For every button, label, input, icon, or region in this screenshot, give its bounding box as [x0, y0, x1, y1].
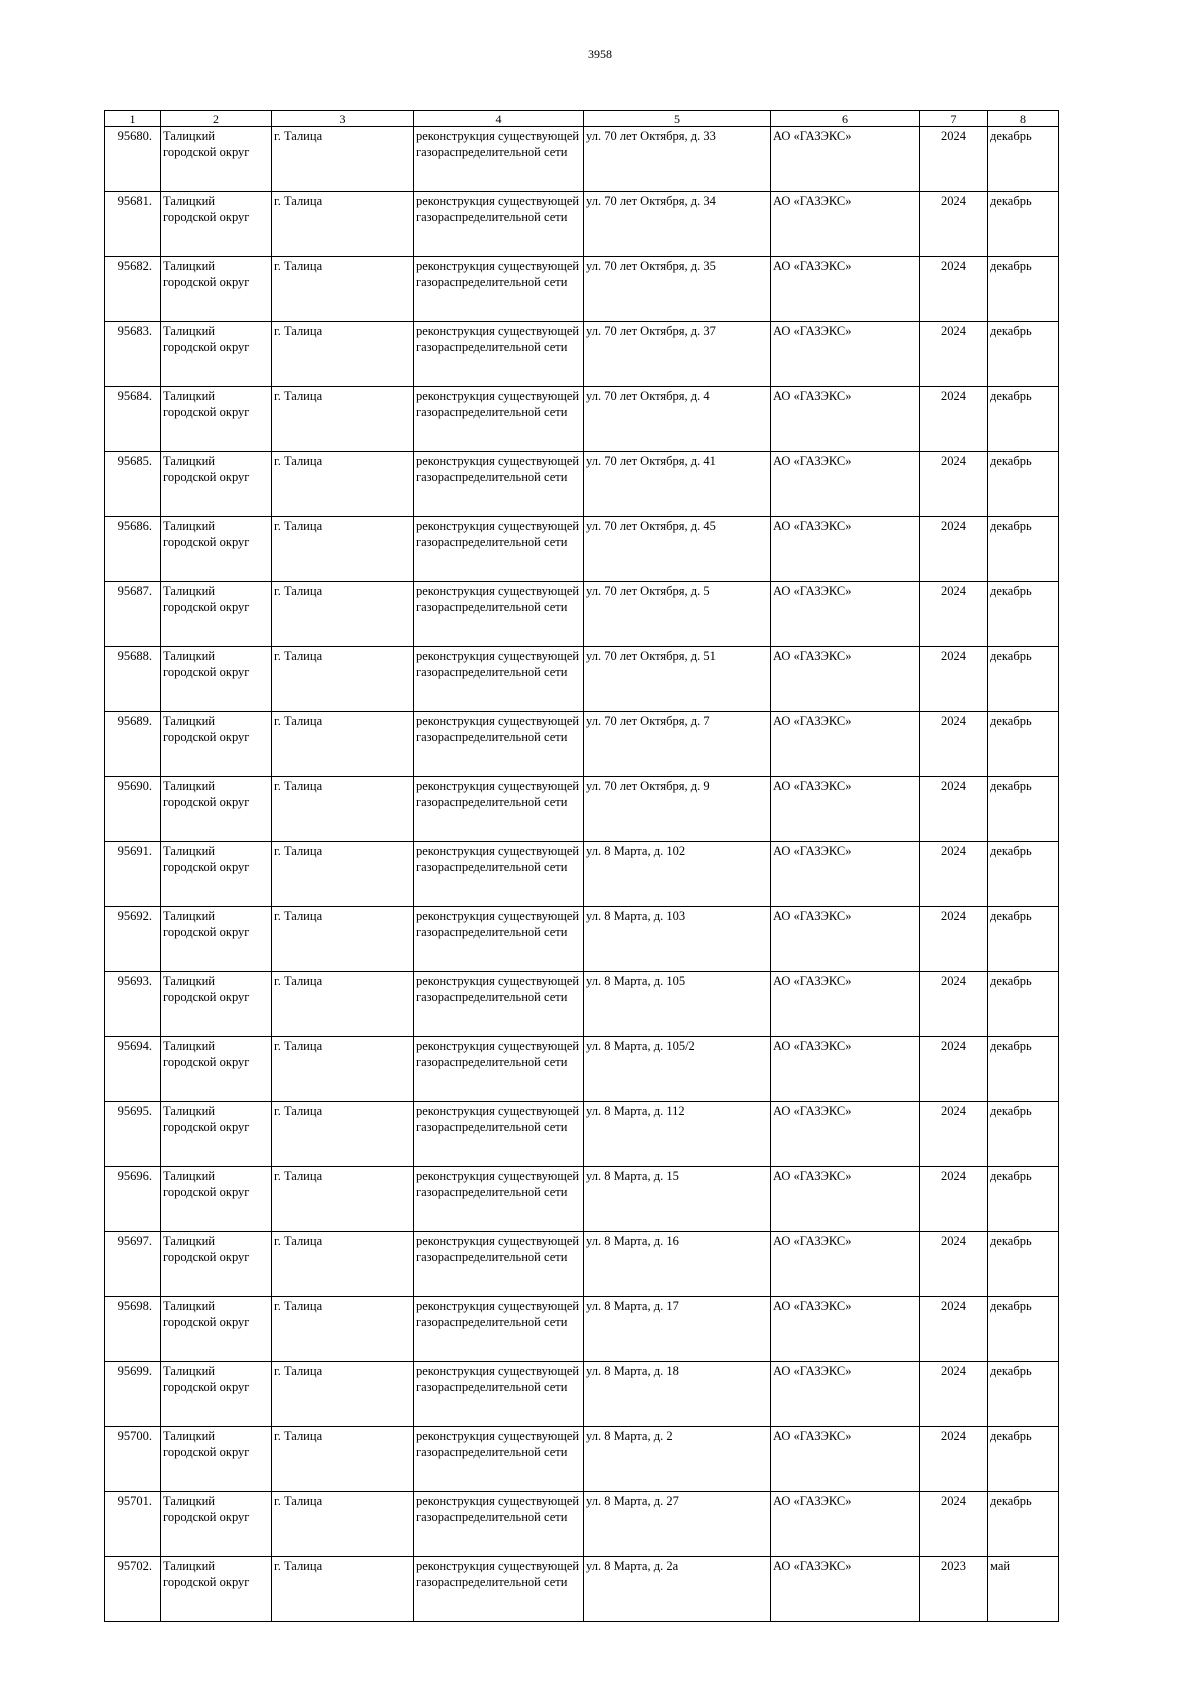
district-cell: Талицкий городской округ	[161, 582, 272, 647]
address-cell: ул. 70 лет Октября, д. 33	[584, 127, 771, 192]
work-type-cell: реконструкция существующей газораспределительной сети	[414, 777, 584, 842]
year-cell: 2024	[920, 1037, 988, 1102]
work-type-cell: реконструкция существующей газораспределительной сети	[414, 517, 584, 582]
address-cell: ул. 70 лет Октября, д. 45	[584, 517, 771, 582]
organization-cell: АО «ГАЗЭКС»	[771, 1167, 920, 1232]
locality-cell: г. Талица	[272, 127, 414, 192]
table-row	[105, 1297, 1059, 1362]
district-cell: Талицкий городской округ	[161, 1557, 272, 1622]
address-cell: ул. 8 Марта, д. 105/2	[584, 1037, 771, 1102]
address-cell: ул. 8 Марта, д. 102	[584, 842, 771, 907]
row-number-cell: 95680.	[105, 127, 161, 192]
address-cell: ул. 8 Марта, д. 105	[584, 972, 771, 1037]
address-cell: ул. 8 Марта, д. 16	[584, 1232, 771, 1297]
table-row	[105, 192, 1059, 257]
district-cell: Талицкий городской округ	[161, 972, 272, 1037]
column-header: 1	[105, 111, 161, 127]
row-number-cell: 95693.	[105, 972, 161, 1037]
organization-cell: АО «ГАЗЭКС»	[771, 777, 920, 842]
year-cell: 2024	[920, 387, 988, 452]
address-cell: ул. 8 Марта, д. 112	[584, 1102, 771, 1167]
work-type-cell: реконструкция существующей газораспределительной сети	[414, 1557, 584, 1622]
year-cell: 2024	[920, 1232, 988, 1297]
organization-cell: АО «ГАЗЭКС»	[771, 127, 920, 192]
row-number-cell: 95687.	[105, 582, 161, 647]
work-type-cell: реконструкция существующей газораспределительной сети	[414, 1232, 584, 1297]
locality-cell: г. Талица	[272, 452, 414, 517]
month-cell: декабрь	[988, 842, 1059, 907]
table-row	[105, 1037, 1059, 1102]
month-cell: декабрь	[988, 452, 1059, 517]
table-row	[105, 1362, 1059, 1427]
district-cell: Талицкий городской округ	[161, 647, 272, 712]
locality-cell: г. Талица	[272, 387, 414, 452]
row-number-cell: 95692.	[105, 907, 161, 972]
page-number: 3958	[588, 47, 612, 61]
year-cell: 2023	[920, 1557, 988, 1622]
address-cell: ул. 70 лет Октября, д. 5	[584, 582, 771, 647]
year-cell: 2024	[920, 127, 988, 192]
address-cell: ул. 8 Марта, д. 2	[584, 1427, 771, 1492]
year-cell: 2024	[920, 777, 988, 842]
work-type-cell: реконструкция существующей газораспределительной сети	[414, 1492, 584, 1557]
district-cell: Талицкий городской округ	[161, 192, 272, 257]
table-row	[105, 322, 1059, 387]
organization-cell: АО «ГАЗЭКС»	[771, 322, 920, 387]
year-cell: 2024	[920, 322, 988, 387]
table-row	[105, 777, 1059, 842]
month-cell: декабрь	[988, 1102, 1059, 1167]
district-cell: Талицкий городской округ	[161, 842, 272, 907]
table-row	[105, 1492, 1059, 1557]
column-header: 2	[161, 111, 272, 127]
organization-cell: АО «ГАЗЭКС»	[771, 1232, 920, 1297]
locality-cell: г. Талица	[272, 1297, 414, 1362]
month-cell: декабрь	[988, 257, 1059, 322]
year-cell: 2024	[920, 972, 988, 1037]
work-type-cell: реконструкция существующей газораспределительной сети	[414, 452, 584, 517]
table-row	[105, 907, 1059, 972]
district-cell: Талицкий городской округ	[161, 1102, 272, 1167]
gasification-schedule-table	[104, 110, 1059, 1622]
work-type-cell: реконструкция существующей газораспределительной сети	[414, 1297, 584, 1362]
district-cell: Талицкий городской округ	[161, 1297, 272, 1362]
month-cell: декабрь	[988, 907, 1059, 972]
district-cell: Талицкий городской округ	[161, 127, 272, 192]
row-number-cell: 95699.	[105, 1362, 161, 1427]
work-type-cell: реконструкция существующей газораспределительной сети	[414, 1102, 584, 1167]
month-cell: май	[988, 1557, 1059, 1622]
work-type-cell: реконструкция существующей газораспределительной сети	[414, 907, 584, 972]
column-number-row	[105, 111, 1059, 127]
year-cell: 2024	[920, 1362, 988, 1427]
year-cell: 2024	[920, 712, 988, 777]
locality-cell: г. Талица	[272, 1362, 414, 1427]
work-type-cell: реконструкция существующей газораспределительной сети	[414, 1362, 584, 1427]
year-cell: 2024	[920, 647, 988, 712]
column-header: 7	[920, 111, 988, 127]
column-header: 4	[414, 111, 584, 127]
table-row	[105, 387, 1059, 452]
work-type-cell: реконструкция существующей газораспределительной сети	[414, 387, 584, 452]
address-cell: ул. 70 лет Октября, д. 9	[584, 777, 771, 842]
month-cell: декабрь	[988, 127, 1059, 192]
month-cell: декабрь	[988, 972, 1059, 1037]
address-cell: ул. 70 лет Октября, д. 4	[584, 387, 771, 452]
month-cell: декабрь	[988, 192, 1059, 257]
table-row	[105, 1427, 1059, 1492]
address-cell: ул. 70 лет Октября, д. 34	[584, 192, 771, 257]
month-cell: декабрь	[988, 322, 1059, 387]
work-type-cell: реконструкция существующей газораспределительной сети	[414, 647, 584, 712]
organization-cell: АО «ГАЗЭКС»	[771, 712, 920, 777]
row-number-cell: 95696.	[105, 1167, 161, 1232]
organization-cell: АО «ГАЗЭКС»	[771, 1102, 920, 1167]
organization-cell: АО «ГАЗЭКС»	[771, 842, 920, 907]
row-number-cell: 95702.	[105, 1557, 161, 1622]
column-header: 6	[771, 111, 920, 127]
column-header: 5	[584, 111, 771, 127]
year-cell: 2024	[920, 1167, 988, 1232]
district-cell: Талицкий городской округ	[161, 712, 272, 777]
month-cell: декабрь	[988, 712, 1059, 777]
district-cell: Талицкий городской округ	[161, 257, 272, 322]
year-cell: 2024	[920, 517, 988, 582]
work-type-cell: реконструкция существующей газораспределительной сети	[414, 582, 584, 647]
organization-cell: АО «ГАЗЭКС»	[771, 1362, 920, 1427]
row-number-cell: 95701.	[105, 1492, 161, 1557]
locality-cell: г. Талица	[272, 1557, 414, 1622]
table-row	[105, 972, 1059, 1037]
year-cell: 2024	[920, 1297, 988, 1362]
locality-cell: г. Талица	[272, 322, 414, 387]
work-type-cell: реконструкция существующей газораспределительной сети	[414, 322, 584, 387]
row-number-cell: 95698.	[105, 1297, 161, 1362]
district-cell: Талицкий городской округ	[161, 322, 272, 387]
organization-cell: АО «ГАЗЭКС»	[771, 257, 920, 322]
row-number-cell: 95691.	[105, 842, 161, 907]
year-cell: 2024	[920, 257, 988, 322]
address-cell: ул. 70 лет Октября, д. 51	[584, 647, 771, 712]
district-cell: Талицкий городской округ	[161, 1492, 272, 1557]
work-type-cell: реконструкция существующей газораспределительной сети	[414, 1037, 584, 1102]
table-body	[105, 127, 1059, 1622]
table-row	[105, 257, 1059, 322]
address-cell: ул. 8 Марта, д. 17	[584, 1297, 771, 1362]
address-cell: ул. 8 Марта, д. 27	[584, 1492, 771, 1557]
work-type-cell: реконструкция существующей газораспределительной сети	[414, 712, 584, 777]
table-row	[105, 712, 1059, 777]
row-number-cell: 95695.	[105, 1102, 161, 1167]
row-number-cell: 95682.	[105, 257, 161, 322]
row-number-cell: 95697.	[105, 1232, 161, 1297]
locality-cell: г. Талица	[272, 1232, 414, 1297]
district-cell: Талицкий городской округ	[161, 1232, 272, 1297]
table-row	[105, 452, 1059, 517]
row-number-cell: 95688.	[105, 647, 161, 712]
table-row	[105, 517, 1059, 582]
address-cell: ул. 8 Марта, д. 103	[584, 907, 771, 972]
address-cell: ул. 70 лет Октября, д. 35	[584, 257, 771, 322]
table-row	[105, 1167, 1059, 1232]
month-cell: декабрь	[988, 1427, 1059, 1492]
locality-cell: г. Талица	[272, 907, 414, 972]
address-cell: ул. 8 Марта, д. 15	[584, 1167, 771, 1232]
row-number-cell: 95684.	[105, 387, 161, 452]
row-number-cell: 95686.	[105, 517, 161, 582]
district-cell: Талицкий городской округ	[161, 907, 272, 972]
locality-cell: г. Талица	[272, 1102, 414, 1167]
district-cell: Талицкий городской округ	[161, 1427, 272, 1492]
locality-cell: г. Талица	[272, 972, 414, 1037]
row-number-cell: 95685.	[105, 452, 161, 517]
work-type-cell: реконструкция существующей газораспределительной сети	[414, 1167, 584, 1232]
organization-cell: АО «ГАЗЭКС»	[771, 517, 920, 582]
row-number-cell: 95700.	[105, 1427, 161, 1492]
organization-cell: АО «ГАЗЭКС»	[771, 1427, 920, 1492]
organization-cell: АО «ГАЗЭКС»	[771, 972, 920, 1037]
organization-cell: АО «ГАЗЭКС»	[771, 452, 920, 517]
month-cell: декабрь	[988, 777, 1059, 842]
year-cell: 2024	[920, 192, 988, 257]
month-cell: декабрь	[988, 1362, 1059, 1427]
month-cell: декабрь	[988, 1037, 1059, 1102]
district-cell: Талицкий городской округ	[161, 1037, 272, 1102]
organization-cell: АО «ГАЗЭКС»	[771, 1297, 920, 1362]
organization-cell: АО «ГАЗЭКС»	[771, 192, 920, 257]
table-row	[105, 582, 1059, 647]
locality-cell: г. Талица	[272, 1427, 414, 1492]
district-cell: Талицкий городской округ	[161, 1167, 272, 1232]
locality-cell: г. Талица	[272, 192, 414, 257]
locality-cell: г. Талица	[272, 257, 414, 322]
work-type-cell: реконструкция существующей газораспределительной сети	[414, 257, 584, 322]
year-cell: 2024	[920, 582, 988, 647]
year-cell: 2024	[920, 842, 988, 907]
district-cell: Талицкий городской округ	[161, 1362, 272, 1427]
year-cell: 2024	[920, 907, 988, 972]
row-number-cell: 95681.	[105, 192, 161, 257]
locality-cell: г. Талица	[272, 712, 414, 777]
work-type-cell: реконструкция существующей газораспределительной сети	[414, 192, 584, 257]
work-type-cell: реконструкция существующей газораспределительной сети	[414, 972, 584, 1037]
locality-cell: г. Талица	[272, 842, 414, 907]
district-cell: Талицкий городской округ	[161, 452, 272, 517]
work-type-cell: реконструкция существующей газораспределительной сети	[414, 842, 584, 907]
locality-cell: г. Талица	[272, 582, 414, 647]
locality-cell: г. Талица	[272, 1492, 414, 1557]
address-cell: ул. 70 лет Октября, д. 37	[584, 322, 771, 387]
district-cell: Талицкий городской округ	[161, 387, 272, 452]
address-cell: ул. 8 Марта, д. 2а	[584, 1557, 771, 1622]
organization-cell: АО «ГАЗЭКС»	[771, 1037, 920, 1102]
year-cell: 2024	[920, 452, 988, 517]
month-cell: декабрь	[988, 1167, 1059, 1232]
address-cell: ул. 70 лет Октября, д. 41	[584, 452, 771, 517]
year-cell: 2024	[920, 1427, 988, 1492]
district-cell: Талицкий городской округ	[161, 517, 272, 582]
month-cell: декабрь	[988, 517, 1059, 582]
locality-cell: г. Талица	[272, 647, 414, 712]
year-cell: 2024	[920, 1492, 988, 1557]
address-cell: ул. 8 Марта, д. 18	[584, 1362, 771, 1427]
table-row	[105, 647, 1059, 712]
address-cell: ул. 70 лет Октября, д. 7	[584, 712, 771, 777]
month-cell: декабрь	[988, 1492, 1059, 1557]
locality-cell: г. Талица	[272, 1167, 414, 1232]
locality-cell: г. Талица	[272, 517, 414, 582]
year-cell: 2024	[920, 1102, 988, 1167]
row-number-cell: 95689.	[105, 712, 161, 777]
month-cell: декабрь	[988, 647, 1059, 712]
table-row	[105, 1557, 1059, 1622]
locality-cell: г. Талица	[272, 777, 414, 842]
district-cell: Талицкий городской округ	[161, 777, 272, 842]
column-header: 8	[988, 111, 1059, 127]
table-row	[105, 1102, 1059, 1167]
table-row	[105, 1232, 1059, 1297]
organization-cell: АО «ГАЗЭКС»	[771, 907, 920, 972]
organization-cell: АО «ГАЗЭКС»	[771, 647, 920, 712]
work-type-cell: реконструкция существующей газораспределительной сети	[414, 127, 584, 192]
organization-cell: АО «ГАЗЭКС»	[771, 582, 920, 647]
organization-cell: АО «ГАЗЭКС»	[771, 1557, 920, 1622]
month-cell: декабрь	[988, 582, 1059, 647]
table-row	[105, 842, 1059, 907]
locality-cell: г. Талица	[272, 1037, 414, 1102]
month-cell: декабрь	[988, 1232, 1059, 1297]
work-type-cell: реконструкция существующей газораспределительной сети	[414, 1427, 584, 1492]
organization-cell: АО «ГАЗЭКС»	[771, 387, 920, 452]
table-row	[105, 127, 1059, 192]
month-cell: декабрь	[988, 1297, 1059, 1362]
row-number-cell: 95690.	[105, 777, 161, 842]
organization-cell: АО «ГАЗЭКС»	[771, 1492, 920, 1557]
column-header: 3	[272, 111, 414, 127]
month-cell: декабрь	[988, 387, 1059, 452]
row-number-cell: 95694.	[105, 1037, 161, 1102]
row-number-cell: 95683.	[105, 322, 161, 387]
